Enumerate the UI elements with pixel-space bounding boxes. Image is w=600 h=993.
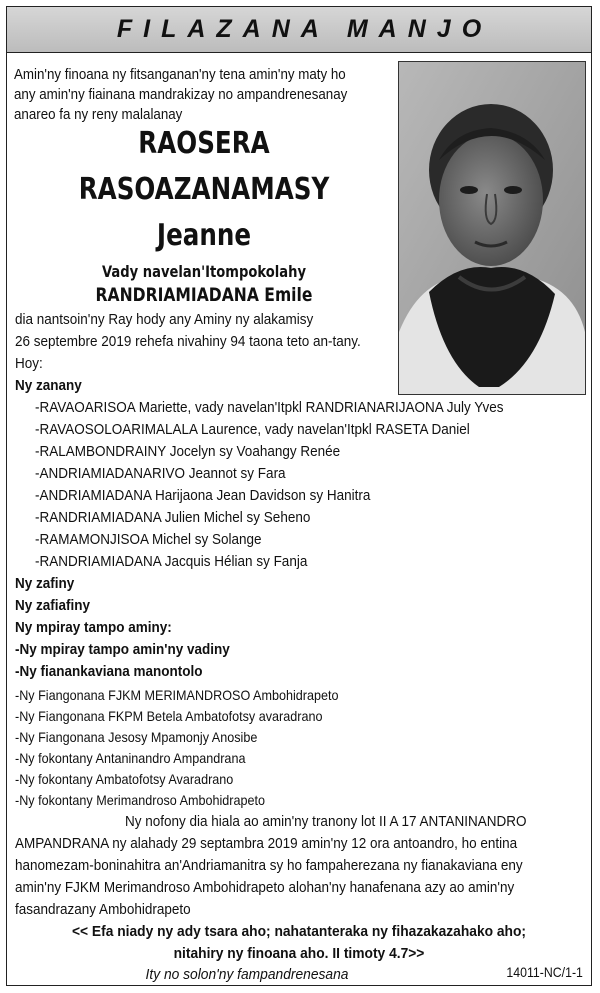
- child-entry: -RAVAOSOLOARIMALALA Laurence, vady navelan'Itpkl RASETA Daniel: [35, 421, 470, 438]
- funeral-paragraph-line: fasandrazany Ambohidrapeto: [15, 901, 191, 918]
- intro-text: [14, 65, 364, 125]
- family-group: -Ny mpiray tampo amin'ny vadiny: [15, 641, 230, 658]
- organization-entry: -Ny Fiangonana FKPM Betela Ambatofotsy avaradrano: [15, 708, 323, 724]
- child-entry: -ANDRIAMIADANARIVO Jeannot sy Fara: [35, 465, 286, 482]
- reference-number: 14011-NC/1-1: [506, 964, 583, 980]
- header-title: FILAZANA MANJO: [116, 15, 493, 43]
- portrait-image: [399, 62, 585, 394]
- deceased-surname-1: RAOSERA: [138, 126, 270, 161]
- family-group: Ny mpiray tampo aminy:: [15, 619, 172, 636]
- intro-line: anareo fa ny reny malalanay: [14, 107, 183, 123]
- spouse-name: RANDRIAMIADANA Emile: [95, 284, 313, 306]
- bible-quote-line: nitahiry ny finoana aho. II timoty 4.7>>: [173, 945, 425, 962]
- portrait-photo: [398, 61, 586, 395]
- child-entry: -RAVAOARISOA Mariette, vady navelan'Itpkl RANDRIANARIJAONA July Yves: [35, 399, 504, 416]
- organization-entry: -Ny fokontany Ambatofotsy Avaradrano: [15, 771, 234, 787]
- organization-entry: -Ny fokontany Antaninandro Ampandrana: [15, 750, 246, 766]
- funeral-paragraph-line: Ny nofony dia hiala ao amin'ny tranony lot II A 17 ANTANINANDRO: [125, 813, 527, 830]
- family-group: Ny zafiafiny: [15, 597, 91, 614]
- spouse-label: Vady navelan'Itompokolahy: [101, 262, 307, 281]
- obituary-notice: [6, 6, 592, 986]
- bible-quote-line: << Efa niady ny ady tsara aho; nahatanteraka ny fihazakazahako aho;: [71, 923, 527, 940]
- child-entry: -RAMAMONJISOA Michel sy Solange: [35, 531, 262, 548]
- organization-entry: -Ny Fiangonana Jesosy Mpamonjy Anosibe: [15, 729, 258, 745]
- deceased-surname-2: RASOAZANAMASY: [78, 172, 330, 207]
- child-entry: -RANDRIAMIADANA Julien Michel sy Seheno: [35, 509, 311, 526]
- deceased-given-name: Jeanne: [156, 218, 252, 253]
- child-entry: -RANDRIAMIADANA Jacquis Hélian sy Fanja: [35, 553, 308, 570]
- death-notice-line: Hoy:: [15, 355, 43, 372]
- child-entry: -RALAMBONDRAINY Jocelyn sy Voahangy Renée: [35, 443, 341, 460]
- intro-line: Amin'ny finoana ny fitsanganan'ny tena amin'ny maty ho: [14, 67, 346, 83]
- children-heading: Ny zanany: [15, 377, 82, 394]
- closing-note: Ity no solon'ny fampandrenesana: [145, 966, 349, 983]
- death-notice-line: dia nantsoin'ny Ray hody any Aminy ny alakamisy: [15, 311, 314, 328]
- header-banner: [7, 7, 591, 53]
- intro-line: any amin'ny fiainana mandrakizay no ampandrenesanay: [14, 87, 348, 103]
- family-group: -Ny fianankaviana manontolo: [15, 663, 203, 680]
- child-entry: -ANDRIAMIADANA Harijaona Jean Davidson sy Hanitra: [35, 487, 371, 504]
- organization-entry: -Ny fokontany Merimandroso Ambohidrapeto: [15, 792, 266, 808]
- funeral-paragraph-line: hanomezam-boninahitra an'Andriamanitra sy ho fampaherezana ny fianakaviana eny: [15, 857, 523, 874]
- organization-entry: -Ny Fiangonana FJKM MERIMANDROSO Ambohidrapeto: [15, 687, 339, 703]
- funeral-paragraph-line: amin'ny FJKM Merimandroso Ambohidrapeto alohan'ny hanafenana azy ao amin'ny: [15, 879, 515, 896]
- death-notice-line: 26 septembre 2019 rehefa nivahiny 94 taona teto an-tany.: [15, 333, 361, 350]
- family-group: Ny zafiny: [15, 575, 75, 592]
- funeral-paragraph-line: AMPANDRANA ny alahady 29 septambra 2019 amin'ny 12 ora antoandro, ho entina: [15, 835, 518, 852]
